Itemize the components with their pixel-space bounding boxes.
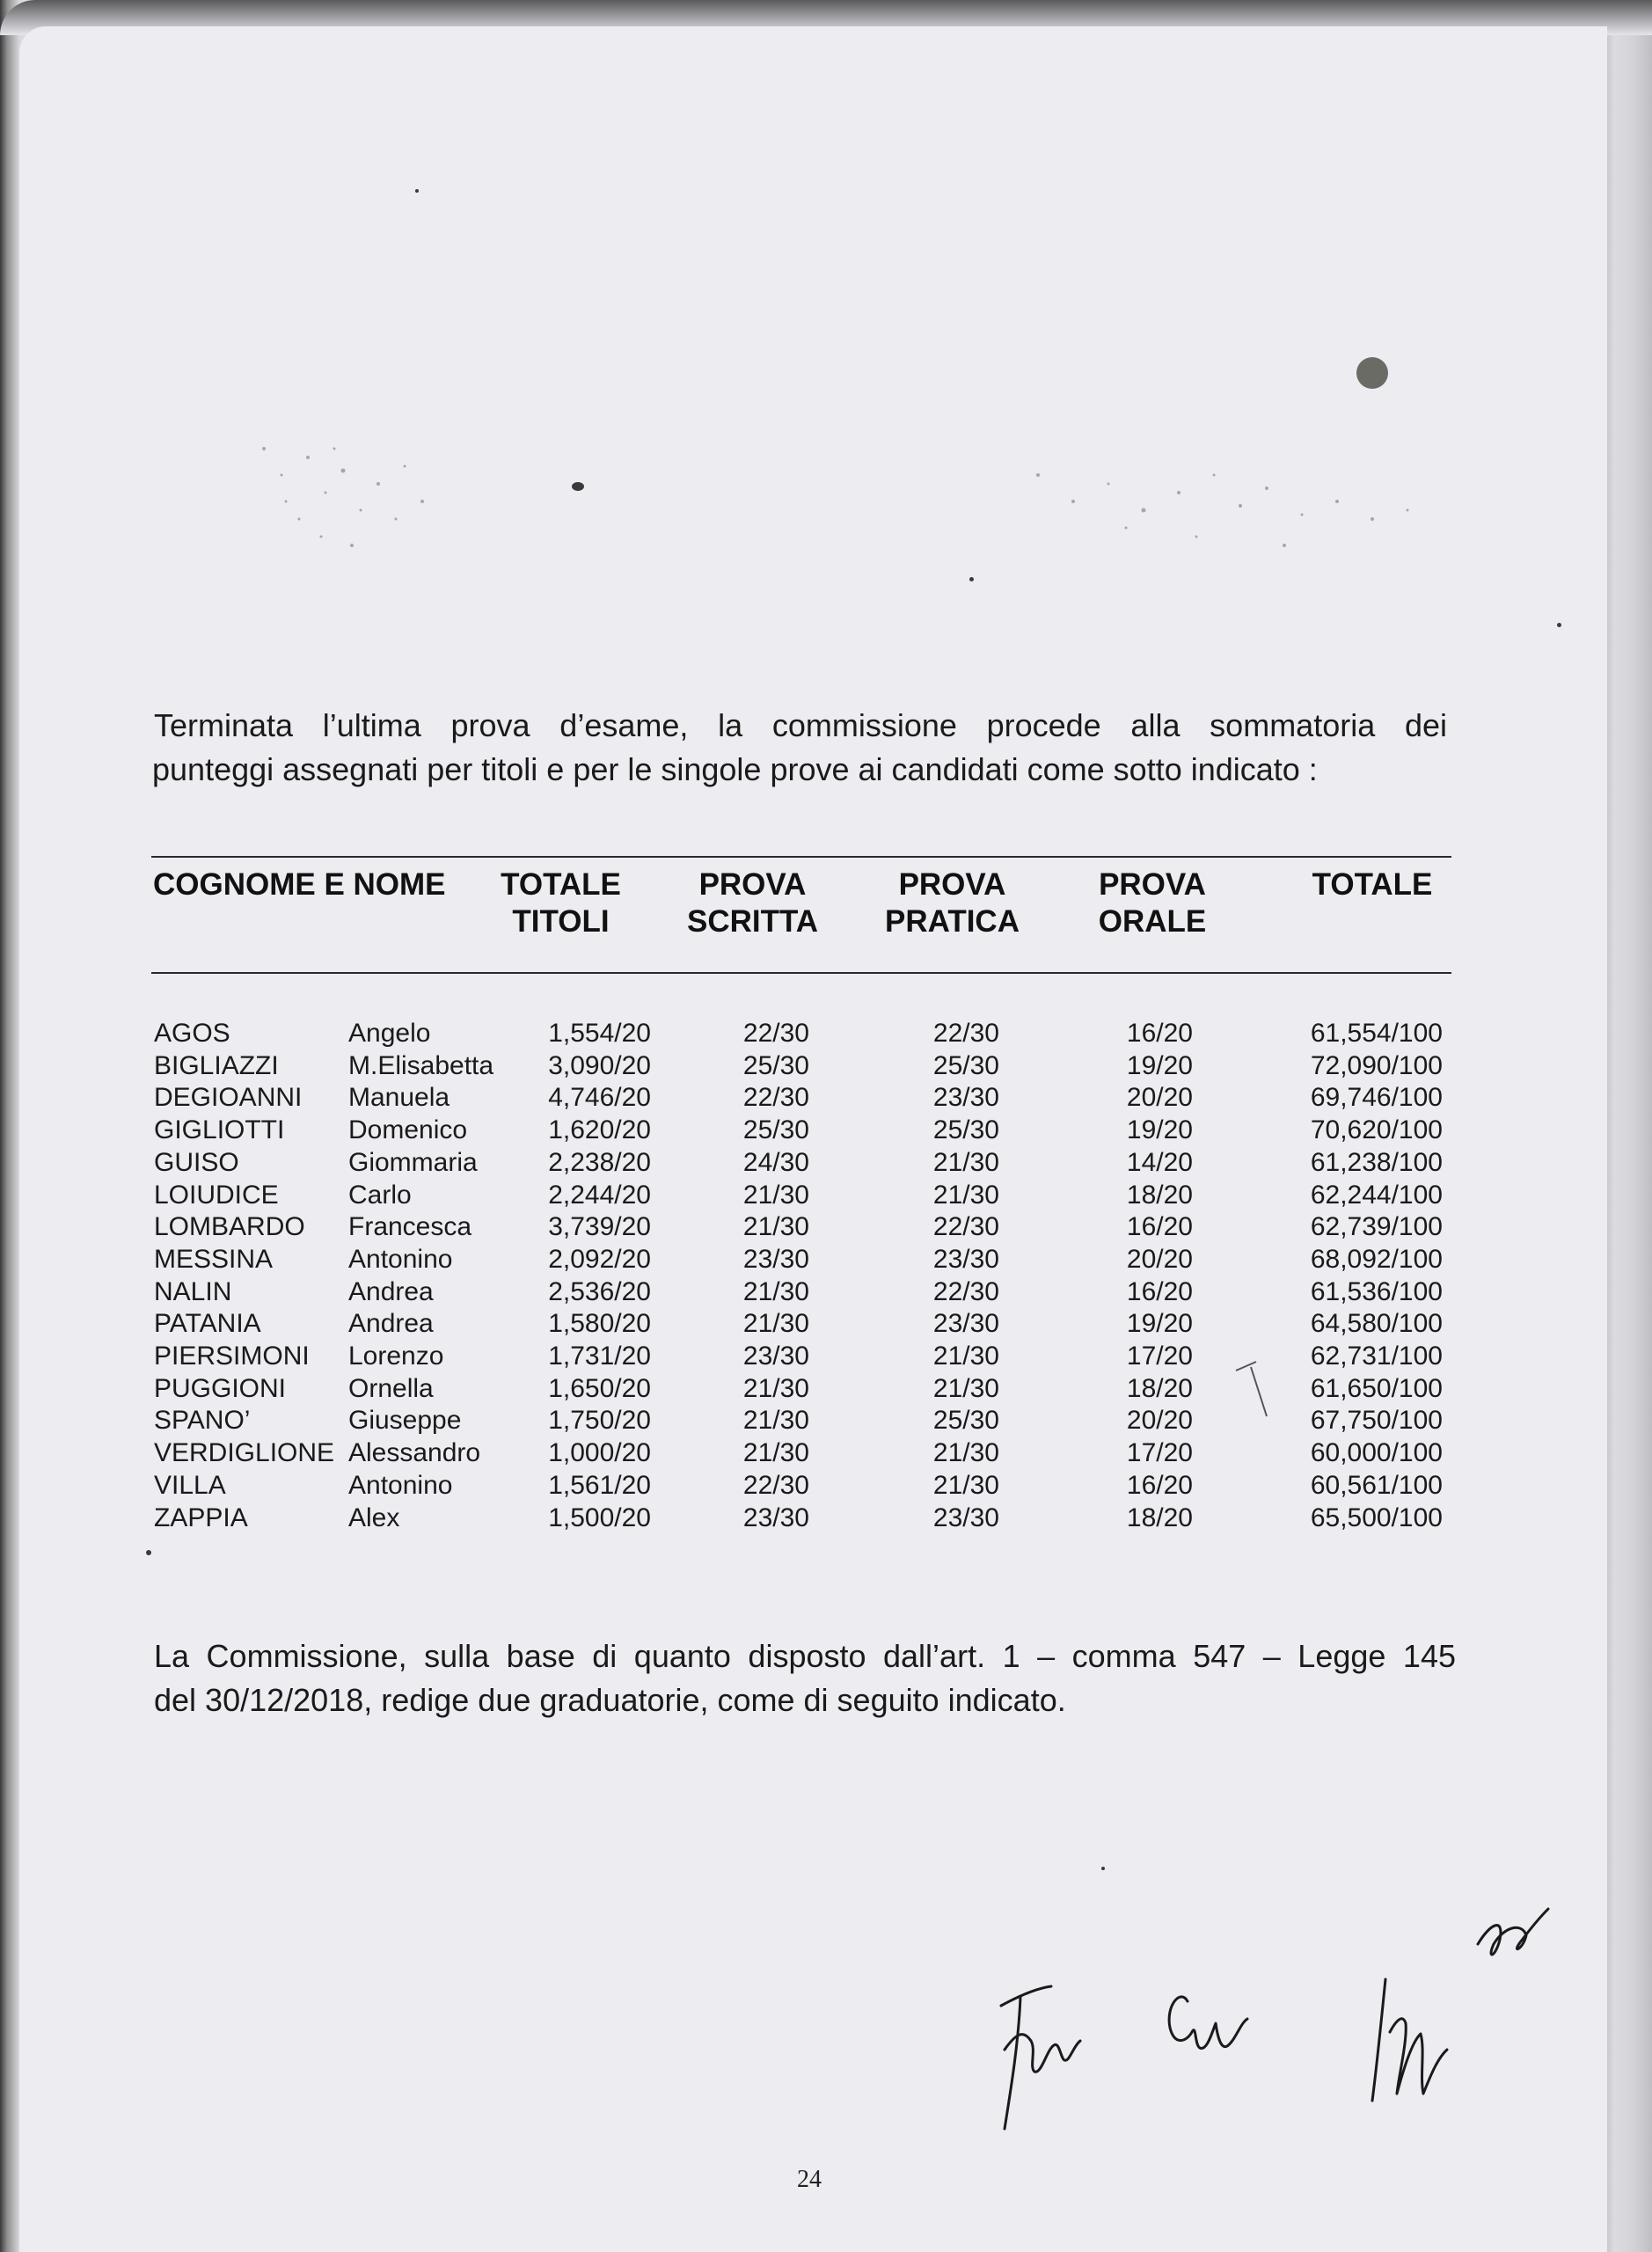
header-text: PROVA <box>698 867 807 902</box>
cell-totale: 62,244/100 <box>1310 1180 1443 1210</box>
cell-cognome: GIGLIOTTI <box>154 1115 285 1145</box>
cell-nome: Ornella <box>348 1373 434 1403</box>
cell-scritta: 24/30 <box>742 1147 809 1177</box>
cell-scritta: 25/30 <box>742 1115 809 1145</box>
cell-titoli: 3,739/20 <box>548 1212 651 1242</box>
cell-titoli: 2,092/20 <box>548 1244 651 1274</box>
cell-cognome: BIGLIAZZI <box>154 1050 279 1080</box>
cell-cognome: VERDIGLIONE <box>154 1438 335 1468</box>
cell-nome: Antonino <box>348 1244 453 1274</box>
header-totale: TOTALE <box>1312 867 1433 902</box>
scan-speck <box>1557 623 1561 627</box>
cell-pratica: 21/30 <box>932 1373 999 1403</box>
cell-nome: Giommaria <box>348 1147 478 1177</box>
cell-cognome: DEGIOANNI <box>154 1083 303 1113</box>
cell-pratica: 25/30 <box>932 1050 999 1080</box>
cell-titoli: 1,500/20 <box>548 1503 651 1532</box>
cell-titoli: 1,000/20 <box>548 1438 651 1468</box>
header-text: ORALE <box>1098 904 1207 939</box>
table-header-rule <box>151 972 1451 974</box>
cell-pratica: 23/30 <box>932 1309 999 1339</box>
table-row <box>0 1438 1652 1470</box>
cell-titoli: 2,536/20 <box>548 1276 651 1306</box>
cell-titoli: 2,244/20 <box>548 1180 651 1210</box>
cell-titoli: 1,580/20 <box>548 1309 651 1339</box>
cell-titoli: 1,650/20 <box>548 1373 651 1403</box>
header-text: PROVA <box>898 867 1006 902</box>
cell-orale: 16/20 <box>1126 1019 1193 1048</box>
handwritten-signatures <box>985 1874 1601 2138</box>
cell-nome: Alex <box>348 1503 400 1532</box>
cell-cognome: NALIN <box>154 1276 232 1306</box>
header-totale-titoli <box>488 866 633 940</box>
table-row <box>0 1019 1652 1050</box>
cell-scritta: 22/30 <box>742 1470 809 1500</box>
cell-pratica: 25/30 <box>932 1115 999 1145</box>
table-row <box>0 1309 1652 1341</box>
cell-totale: 60,000/100 <box>1310 1438 1443 1468</box>
cell-titoli: 3,090/20 <box>548 1050 651 1080</box>
cell-nome: Giuseppe <box>348 1406 462 1436</box>
cell-totale: 61,554/100 <box>1310 1019 1443 1048</box>
cell-scritta: 21/30 <box>742 1276 809 1306</box>
header-prova-pratica <box>875 866 1029 940</box>
cell-pratica: 21/30 <box>932 1470 999 1500</box>
cell-pratica: 21/30 <box>932 1342 999 1371</box>
cell-scritta: 22/30 <box>742 1083 809 1113</box>
cell-totale: 68,092/100 <box>1310 1244 1443 1274</box>
cell-nome: Francesca <box>348 1212 472 1242</box>
closing-paragraph <box>154 1634 1456 1722</box>
scan-speck <box>146 1550 151 1555</box>
cell-scritta: 21/30 <box>742 1309 809 1339</box>
table-row <box>0 1051 1652 1083</box>
table-row <box>0 1374 1652 1406</box>
cell-cognome: GUISO <box>154 1147 239 1177</box>
cell-cognome: PIERSIMONI <box>154 1342 310 1371</box>
table-row <box>0 1181 1652 1212</box>
cell-titoli: 1,750/20 <box>548 1406 651 1436</box>
table-row <box>0 1471 1652 1503</box>
page-number: 24 <box>797 2166 822 2193</box>
cell-cognome: SPANO’ <box>154 1406 251 1436</box>
scan-speck <box>572 482 584 491</box>
table-row <box>0 1503 1652 1535</box>
cell-pratica: 23/30 <box>932 1503 999 1532</box>
header-cognome-nome: COGNOME E NOME <box>153 867 446 902</box>
cell-orale: 19/20 <box>1126 1115 1193 1145</box>
cell-orale: 18/20 <box>1126 1373 1193 1403</box>
cell-cognome: VILLA <box>154 1470 226 1500</box>
cell-cognome: ZAPPIA <box>154 1503 248 1532</box>
cell-totale: 67,750/100 <box>1310 1406 1443 1436</box>
cell-orale: 19/20 <box>1126 1050 1193 1080</box>
intro-paragraph <box>154 704 1447 792</box>
cell-pratica: 23/30 <box>932 1244 999 1274</box>
cell-orale: 16/20 <box>1126 1212 1193 1242</box>
cell-titoli: 1,561/20 <box>548 1470 651 1500</box>
cell-scritta: 23/30 <box>742 1503 809 1532</box>
cell-orale: 16/20 <box>1126 1470 1193 1500</box>
cell-cognome: LOMBARDO <box>154 1212 305 1242</box>
cell-cognome: AGOS <box>154 1019 230 1048</box>
cell-nome: M.Elisabetta <box>348 1050 494 1080</box>
cell-totale: 60,561/100 <box>1310 1470 1443 1500</box>
table-row <box>0 1083 1652 1115</box>
intro-line-1: Terminata l’ultima prova d’esame, la commissione procede alla sommatoria dei <box>154 707 1447 743</box>
cell-pratica: 22/30 <box>932 1019 999 1048</box>
table-row <box>0 1342 1652 1373</box>
cell-pratica: 25/30 <box>932 1406 999 1436</box>
cell-titoli: 4,746/20 <box>548 1083 651 1113</box>
cell-nome: Carlo <box>348 1180 412 1210</box>
table-row <box>0 1277 1652 1309</box>
cell-totale: 61,650/100 <box>1310 1373 1443 1403</box>
cell-pratica: 22/30 <box>932 1212 999 1242</box>
cell-scritta: 25/30 <box>742 1050 809 1080</box>
header-text: PROVA <box>1099 867 1206 902</box>
cell-scritta: 23/30 <box>742 1244 809 1274</box>
cell-scritta: 21/30 <box>742 1373 809 1403</box>
cell-totale: 70,620/100 <box>1310 1115 1443 1145</box>
cell-totale: 64,580/100 <box>1310 1309 1443 1339</box>
header-text: TITOLI <box>512 904 610 939</box>
cell-orale: 16/20 <box>1126 1276 1193 1306</box>
header-prova-orale <box>1082 866 1223 940</box>
cell-nome: Lorenzo <box>348 1342 444 1371</box>
cell-titoli: 2,238/20 <box>548 1147 651 1177</box>
cell-scritta: 21/30 <box>742 1406 809 1436</box>
cell-totale: 62,731/100 <box>1310 1342 1443 1371</box>
cell-nome: Andrea <box>348 1276 434 1306</box>
cell-orale: 17/20 <box>1126 1342 1193 1371</box>
intro-line-2: punteggi assegnati per titoli e per le singole prove ai candidati come sotto indicato : <box>152 751 1318 787</box>
table-row <box>0 1212 1652 1244</box>
cell-scritta: 21/30 <box>742 1180 809 1210</box>
cell-pratica: 21/30 <box>932 1147 999 1177</box>
closing-line-2: del 30/12/2018, redige due graduatorie, come di seguito indicato. <box>154 1682 1066 1718</box>
header-text: SCRITTA <box>686 904 819 939</box>
cell-scritta: 21/30 <box>742 1438 809 1468</box>
cell-nome: Manuela <box>348 1083 450 1113</box>
cell-pratica: 23/30 <box>932 1083 999 1113</box>
cell-pratica: 21/30 <box>932 1438 999 1468</box>
table-top-rule <box>151 856 1451 858</box>
table-row <box>0 1148 1652 1180</box>
cell-totale: 72,090/100 <box>1310 1050 1443 1080</box>
scan-smudge-left <box>246 422 510 598</box>
cell-orale: 14/20 <box>1126 1147 1193 1177</box>
cell-scritta: 23/30 <box>742 1342 809 1371</box>
cell-titoli: 1,554/20 <box>548 1019 651 1048</box>
cell-orale: 20/20 <box>1126 1244 1193 1274</box>
header-text: TOTALE <box>501 867 621 902</box>
cell-cognome: LOIUDICE <box>154 1180 279 1210</box>
pen-mark <box>1232 1355 1284 1425</box>
cell-totale: 62,739/100 <box>1310 1212 1443 1242</box>
cell-orale: 20/20 <box>1126 1406 1193 1436</box>
cell-nome: Domenico <box>348 1115 468 1145</box>
scan-speck <box>1356 357 1388 389</box>
cell-nome: Andrea <box>348 1309 434 1339</box>
cell-nome: Antonino <box>348 1470 453 1500</box>
cell-pratica: 21/30 <box>932 1180 999 1210</box>
cell-scritta: 21/30 <box>742 1212 809 1242</box>
cell-nome: Angelo <box>348 1019 431 1048</box>
cell-orale: 19/20 <box>1126 1309 1193 1339</box>
cell-nome: Alessandro <box>348 1438 481 1468</box>
scan-speck <box>415 189 419 193</box>
table-row <box>0 1115 1652 1147</box>
cell-totale: 65,500/100 <box>1310 1503 1443 1532</box>
cell-titoli: 1,731/20 <box>548 1342 651 1371</box>
table-row <box>0 1406 1652 1437</box>
scan-smudge-right <box>932 440 1425 598</box>
cell-totale: 61,536/100 <box>1310 1276 1443 1306</box>
cell-titoli: 1,620/20 <box>548 1115 651 1145</box>
table-row <box>0 1245 1652 1276</box>
cell-orale: 18/20 <box>1126 1180 1193 1210</box>
cell-orale: 20/20 <box>1126 1083 1193 1113</box>
header-text: PRATICA <box>885 904 1020 939</box>
cell-scritta: 22/30 <box>742 1019 809 1048</box>
header-prova-scritta <box>676 866 830 940</box>
cell-cognome: MESSINA <box>154 1244 274 1274</box>
cell-orale: 17/20 <box>1126 1438 1193 1468</box>
cell-orale: 18/20 <box>1126 1503 1193 1532</box>
closing-line-1: La Commissione, sulla base di quanto disposto dall’art. 1 – comma 547 – Legge 145 <box>154 1638 1456 1674</box>
cell-cognome: PATANIA <box>154 1309 261 1339</box>
cell-cognome: PUGGIONI <box>154 1373 287 1403</box>
cell-pratica: 22/30 <box>932 1276 999 1306</box>
cell-totale: 69,746/100 <box>1310 1083 1443 1113</box>
scan-speck <box>1101 1867 1105 1870</box>
cell-totale: 61,238/100 <box>1310 1147 1443 1177</box>
